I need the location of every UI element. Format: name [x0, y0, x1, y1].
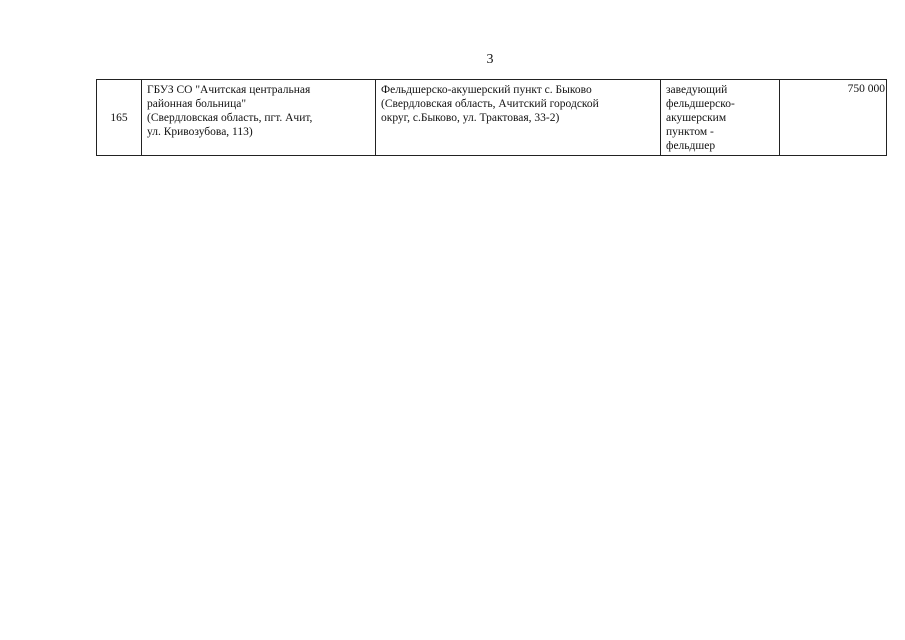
organization-cell	[142, 80, 376, 156]
facility-line: Фельдшерско-акушерский пункт с. Быково	[381, 84, 592, 96]
amount-cell	[780, 80, 887, 156]
page-number: 3	[486, 52, 494, 67]
amount-value: 750 000	[847, 83, 885, 95]
facility-line: (Свердловская область, Ачитский городской	[381, 98, 599, 110]
position-line: фельдшерско-	[666, 98, 735, 110]
position-line: фельдшер	[666, 140, 716, 152]
facility-line: округ, с.Быково, ул. Трактовая, 33-2)	[381, 112, 560, 124]
position-line: акушерским	[666, 112, 727, 124]
organization-line: ГБУЗ СО "Ачитская центральная	[147, 84, 311, 96]
table-row	[97, 80, 887, 156]
position-line: пунктом -	[666, 126, 714, 138]
organization-line: ул. Кривозубова, 113)	[147, 126, 253, 138]
data-table	[96, 79, 887, 156]
position-line: заведующий	[666, 84, 728, 96]
organization-line: районная больница"	[147, 98, 247, 110]
row-number: 165	[110, 111, 128, 124]
position-cell	[661, 80, 780, 156]
organization-line: (Свердловская область, пгт. Ачит,	[147, 112, 313, 124]
facility-cell	[376, 80, 661, 156]
row-number-cell	[97, 80, 142, 156]
